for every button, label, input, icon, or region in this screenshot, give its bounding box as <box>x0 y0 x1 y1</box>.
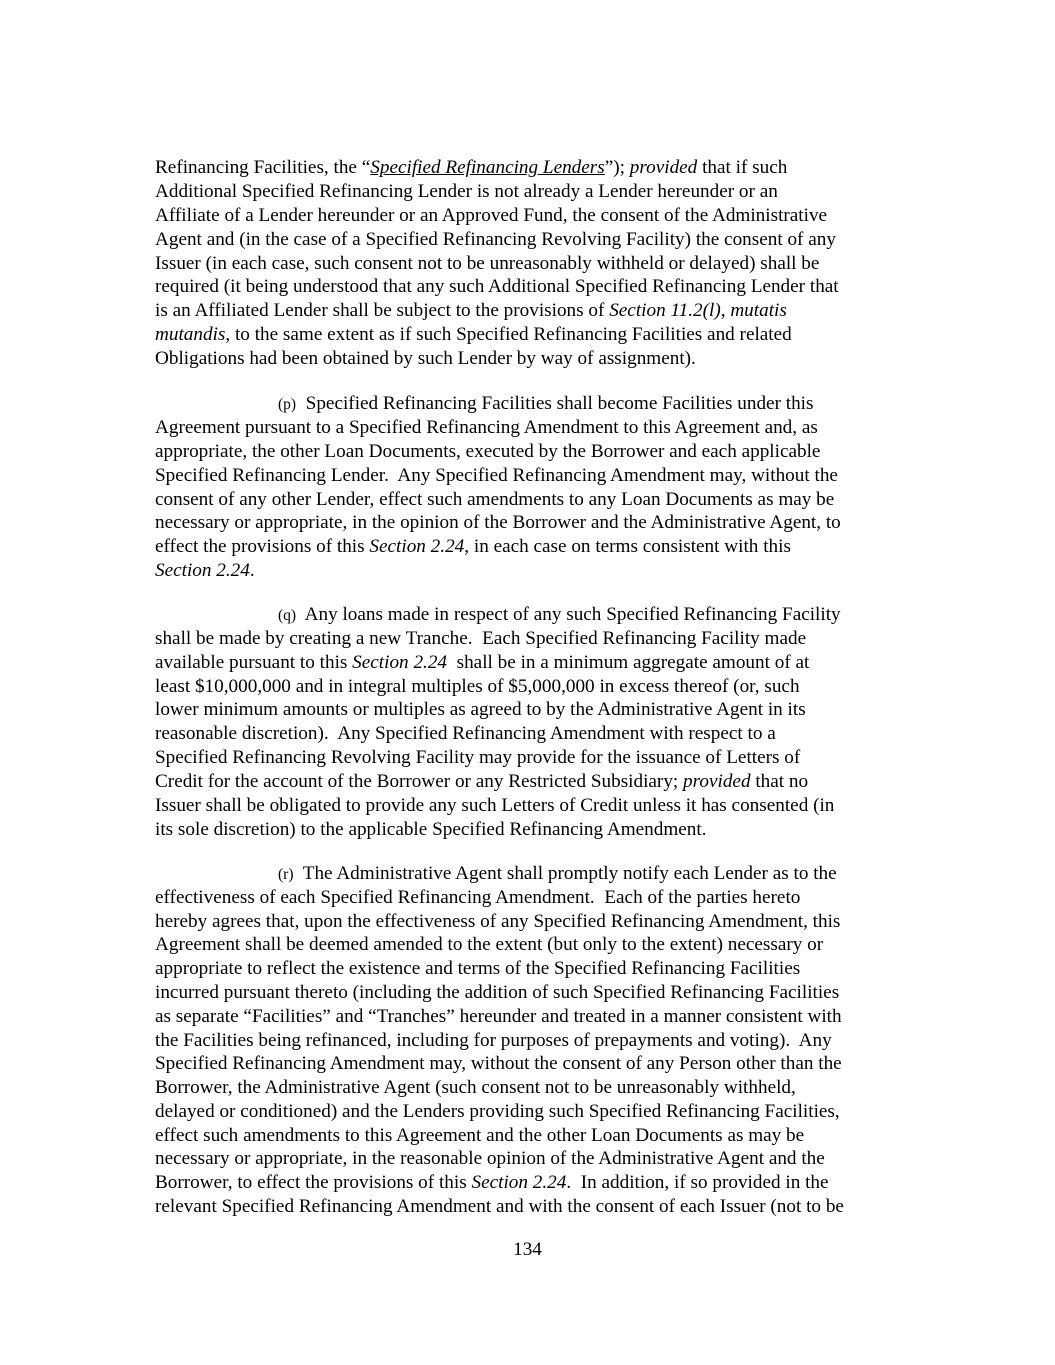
text-run: Borrower, to effect the provisions of this <box>155 1172 472 1193</box>
body-line: incurred pursuant thereto (including the addition of such Specified Refinancing Facilities <box>155 982 840 1003</box>
body-line: effectiveness of each Specified Refinancing Amendment. Each of the parties hereto <box>155 887 801 908</box>
body-line: Agreement shall be deemed amended to the extent (but only to the extent) necessary or <box>155 934 824 955</box>
text-run: Refinancing Facilities, the “ <box>155 157 371 178</box>
body-line: Agent and (in the case of a Specified Refinancing Revolving Facility) the consent of any <box>155 229 836 250</box>
italic-term: mutandis <box>155 324 226 345</box>
text-run: The Administrative Agent shall promptly notify each Lender as to the <box>293 863 837 884</box>
text-run: effect the provisions of this <box>155 536 370 557</box>
section-reference: Section 2.24 <box>471 1172 567 1193</box>
body-line <box>155 323 792 347</box>
body-line: relevant Specified Refinancing Amendment and with the consent of each Issuer (not to be <box>155 1196 844 1217</box>
body-line: the Facilities being refinanced, including for purposes of prepayments and voting). Any <box>155 1030 832 1051</box>
body-line: required (it being understood that any such Additional Specified Refinancing Lender that <box>155 276 839 297</box>
body-line <box>155 1171 829 1195</box>
body-line: Specified Refinancing Lender. Any Specified Refinancing Amendment may, without the <box>155 465 838 486</box>
body-line: Agreement pursuant to a Specified Refinancing Amendment to this Agreement and, as <box>155 417 818 438</box>
body-line: Issuer shall be obligated to provide any such Letters of Credit unless it has consented (in <box>155 795 835 816</box>
italic-term: provided <box>629 157 698 178</box>
text-run: Credit for the account of the Borrower or any Restricted Subsidiary; <box>155 771 684 792</box>
body-line: as separate “Facilities” and “Tranches” hereunder and treated in a manner consistent with <box>155 1006 842 1027</box>
paragraph-marker: (r) <box>278 866 294 883</box>
italic-term: mutatis <box>730 300 787 321</box>
text-run: , <box>720 300 731 321</box>
text-run: Specified Refinancing Facilities shall become Facilities under this <box>296 393 814 414</box>
body-line <box>155 559 255 583</box>
text-run: available pursuant to this <box>155 652 353 673</box>
body-line <box>155 535 791 559</box>
paragraph-q-first-line <box>278 603 841 628</box>
paragraph-p-first-line <box>278 392 813 417</box>
text-run: , to the same extent as if such Specified Refinancing Facilities and related <box>225 324 792 345</box>
body-line <box>155 156 787 180</box>
body-line: its sole discretion) to the applicable Specified Refinancing Amendment. <box>155 819 707 840</box>
text-run: that if such <box>697 157 788 178</box>
body-line: reasonable discretion). Any Specified Refinancing Amendment with respect to a <box>155 723 776 744</box>
body-line: shall be made by creating a new Tranche. Each Specified Refinancing Facility made <box>155 628 807 649</box>
paragraph-r-first-line <box>278 862 837 887</box>
text-run: . In addition, if so provided in the <box>566 1172 829 1193</box>
body-line: effect such amendments to this Agreement and the other Loan Documents as may be <box>155 1125 805 1146</box>
text-run: that no <box>750 771 809 792</box>
body-line: necessary or appropriate, in the opinion of the Borrower and the Administrative Agent, to <box>155 512 841 533</box>
text-run: Any loans made in respect of any such Specified Refinancing Facility <box>296 604 841 625</box>
body-line <box>155 651 809 675</box>
text-run: ”); <box>604 157 630 178</box>
italic-term: provided <box>683 771 751 792</box>
body-line <box>155 299 787 323</box>
body-line: Specified Refinancing Amendment may, without the consent of any Person other than the <box>155 1053 842 1074</box>
body-line <box>155 770 808 794</box>
text-run: shall be in a minimum aggregate amount of at <box>447 652 810 673</box>
defined-term: Specified Refinancing Lenders <box>370 157 605 178</box>
body-line: lower minimum amounts or multiples as agreed to by the Administrative Agent in its <box>155 699 806 720</box>
body-line: Affiliate of a Lender hereunder or an Approved Fund, the consent of the Administrative <box>155 205 828 226</box>
text-run: , in each case on terms consistent with this <box>464 536 791 557</box>
body-line: hereby agrees that, upon the effectiveness of any Specified Refinancing Amendment, this <box>155 911 841 932</box>
page-number: 134 <box>513 1239 542 1260</box>
paragraph-marker: (p) <box>278 396 297 413</box>
section-reference: Section 2.24 <box>369 536 465 557</box>
paragraph-marker: (q) <box>278 607 297 624</box>
section-reference: Section 2.24 <box>352 652 448 673</box>
section-reference: Section 11.2(l) <box>609 300 721 321</box>
body-line: appropriate, the other Loan Documents, executed by the Borrower and each applicable <box>155 441 821 462</box>
body-line: Borrower, the Administrative Agent (such consent not to be unreasonably withheld, <box>155 1077 796 1098</box>
body-line: necessary or appropriate, in the reasonable opinion of the Administrative Agent and the <box>155 1148 825 1169</box>
text-run: . <box>249 560 255 581</box>
body-line: consent of any other Lender, effect such amendments to any Loan Documents as may be <box>155 489 835 510</box>
body-line: Specified Refinancing Revolving Facility may provide for the issuance of Letters of <box>155 747 801 768</box>
body-line: least $10,000,000 and in integral multiples of $5,000,000 in excess thereof (or, such <box>155 676 800 697</box>
body-line: Issuer (in each case, such consent not to be unreasonably withheld or delayed) shall be <box>155 253 820 274</box>
body-line: Obligations had been obtained by such Lender by way of assignment). <box>155 348 696 369</box>
body-line: Additional Specified Refinancing Lender is not already a Lender hereunder or an <box>155 181 778 202</box>
body-line: appropriate to reflect the existence and terms of the Specified Refinancing Facilities <box>155 958 801 979</box>
body-line: delayed or conditioned) and the Lenders providing such Specified Refinancing Facilities, <box>155 1101 840 1122</box>
text-run: is an Affiliated Lender shall be subject to the provisions of <box>155 300 610 321</box>
section-reference: Section 2.24 <box>155 560 250 581</box>
